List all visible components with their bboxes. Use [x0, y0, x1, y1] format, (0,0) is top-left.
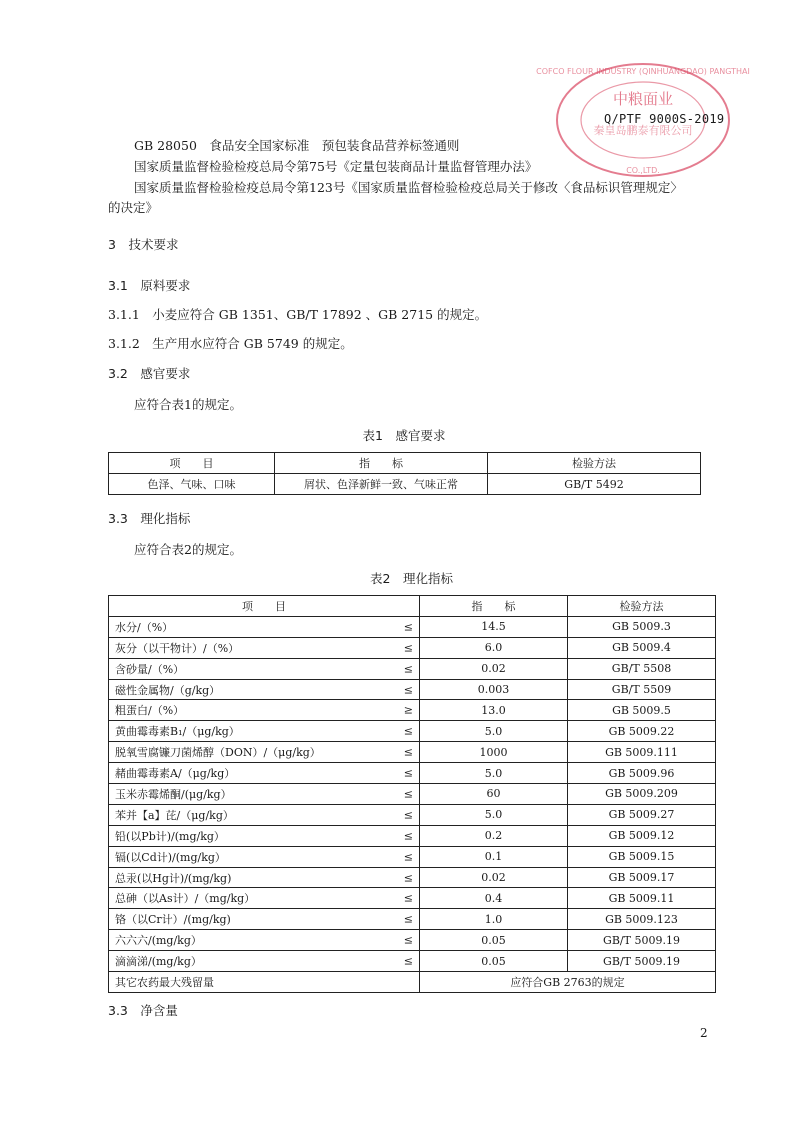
comparison-symbol: ≤ [403, 912, 413, 926]
table-cell-method: GB/T 5508 [568, 658, 716, 679]
table-row [109, 846, 716, 867]
comparison-symbol: ≤ [403, 954, 413, 968]
item-label: 铅(以Pb计)/(mg/kg） [115, 829, 225, 843]
table-cell-method: GB 5009.3 [568, 616, 716, 637]
table-row [109, 474, 701, 495]
table-cell-method: GB 5009.209 [568, 784, 716, 805]
comparison-symbol: ≤ [403, 808, 413, 822]
comparison-symbol: ≤ [403, 829, 413, 843]
table-cell-item [109, 930, 420, 951]
table-cell-method: GB 5009.17 [568, 867, 716, 888]
table-cell-item [109, 721, 420, 742]
physicochemical-table [108, 595, 716, 993]
table-header: 项 目 [109, 596, 420, 617]
ref-line-2: 国家质量监督检验检疫总局令第75号《定量包装商品计量监督管理办法》 [134, 159, 538, 174]
item-label: 脱氧雪腐镰刀菌烯醇（DON）/（μg/kg） [115, 746, 321, 760]
table-cell-value: 0.02 [420, 867, 568, 888]
table-cell-value: 1.0 [420, 909, 568, 930]
item-label: 六六六/(mg/kg） [115, 934, 202, 948]
table-cell-value: 0.1 [420, 846, 568, 867]
table-cell-value: 0.05 [420, 930, 568, 951]
table-cell-method: GB/T 5009.19 [568, 951, 716, 972]
table-header: 检验方法 [488, 453, 701, 474]
table-cell-item [109, 825, 420, 846]
comparison-symbol: ≤ [403, 641, 413, 655]
item-label: 总汞(以Hg计)/(mg/kg) [115, 871, 232, 885]
comparison-symbol: ≤ [403, 766, 413, 780]
item-label: 水分/（%） [115, 620, 174, 634]
table-row [109, 700, 716, 721]
section-3-1-2: 3.1.2 生产用水应符合 GB 5749 的规定。 [108, 336, 353, 351]
item-label: 玉米赤霉烯酮/(μg/kg） [115, 787, 232, 801]
table-cell-value: 0.2 [420, 825, 568, 846]
standard-code: Q/PTF 9000S-2019 [604, 112, 725, 126]
svg-text:CO.,LTD.: CO.,LTD. [626, 166, 660, 175]
table-cell-method: GB 5009.4 [568, 637, 716, 658]
item-label: 铬（以Cr计）/(mg/kg) [115, 913, 231, 927]
ref-line-3: 国家质量监督检验检疫总局令第123号《国家质量监督检验检疫总局关于修改〈食品标识管理规定〉 [134, 180, 683, 195]
svg-text:秦皇岛鹏泰有限公司: 秦皇岛鹏泰有限公司 [593, 124, 693, 137]
item-label: 灰分（以干物计）/（%） [115, 641, 240, 655]
table-cell-value: 14.5 [420, 616, 568, 637]
item-label: 苯并【a】芘/（μg/kg） [115, 808, 234, 822]
comparison-symbol: ≥ [403, 703, 413, 717]
item-label: 粗蛋白/（%） [115, 704, 185, 718]
table-cell-method: GB 5009.5 [568, 700, 716, 721]
table-cell-method: GB 5009.15 [568, 846, 716, 867]
table-header-row [109, 596, 716, 617]
table-header: 项 目 [109, 453, 275, 474]
table-row [109, 742, 716, 763]
item-label: 赭曲霉毒素A/（μg/kg） [115, 767, 236, 781]
table-header-row [109, 453, 701, 474]
table-cell-item [109, 909, 420, 930]
section-3-2-text: 应符合表1的规定。 [134, 397, 242, 412]
table-cell-item [109, 700, 420, 721]
section-3-heading: 3 技术要求 [108, 237, 179, 252]
table-cell-value: 5.0 [420, 763, 568, 784]
comparison-symbol: ≤ [403, 891, 413, 905]
table-cell-value: 6.0 [420, 637, 568, 658]
table-cell-value: 5.0 [420, 804, 568, 825]
table-cell-item [109, 616, 420, 637]
table-cell-item [109, 763, 420, 784]
table-row [109, 825, 716, 846]
item-label: 黄曲霉毒素B₁/（μg/kg） [115, 725, 240, 739]
table-row-last [109, 972, 716, 993]
comparison-symbol: ≤ [403, 871, 413, 885]
table-row [109, 679, 716, 700]
table-header: 指 标 [275, 453, 488, 474]
table-cell-value: 0.4 [420, 888, 568, 909]
table2-caption: 表2 理化指标 [370, 571, 453, 586]
table-cell-method: GB 5009.22 [568, 721, 716, 742]
table-header: 检验方法 [568, 596, 716, 617]
table-cell-item [109, 951, 420, 972]
table-cell-value: 13.0 [420, 700, 568, 721]
table-cell-item [109, 658, 420, 679]
table-row [109, 658, 716, 679]
table-row [109, 867, 716, 888]
table-cell-item [109, 804, 420, 825]
table-cell-value: 5.0 [420, 721, 568, 742]
table-cell-method: GB 5009.111 [568, 742, 716, 763]
table-cell: 应符合GB 2763的规定 [420, 972, 716, 993]
table-row [109, 951, 716, 972]
table-cell-value: 1000 [420, 742, 568, 763]
item-label: 滴滴涕/(mg/kg） [115, 955, 202, 969]
table-cell-item [109, 846, 420, 867]
table-row [109, 909, 716, 930]
table-cell-method: GB/T 5009.19 [568, 930, 716, 951]
table-cell-value: 0.02 [420, 658, 568, 679]
table-cell-value: 0.003 [420, 679, 568, 700]
comparison-symbol: ≤ [403, 724, 413, 738]
table-row [109, 804, 716, 825]
table-cell: GB/T 5492 [488, 474, 701, 495]
table-row [109, 930, 716, 951]
section-3-2-heading: 3.2 感官要求 [108, 366, 191, 381]
table-cell-value: 60 [420, 784, 568, 805]
table-row [109, 637, 716, 658]
page-number: 2 [700, 1026, 708, 1040]
ref-line-4: 的决定》 [108, 200, 159, 215]
table-row [109, 784, 716, 805]
table-cell-item [109, 867, 420, 888]
table-cell-method: GB 5009.123 [568, 909, 716, 930]
item-label: 镉(以Cd计)/(mg/kg） [115, 850, 226, 864]
table1-caption: 表1 感官要求 [362, 428, 446, 443]
section-3-3-text: 应符合表2的规定。 [134, 542, 242, 557]
svg-text:COFCO FLOUR INDUSTRY (QINHUANG: COFCO FLOUR INDUSTRY (QINHUANGDAO) PANGTHAI [536, 67, 750, 76]
comparison-symbol: ≤ [403, 933, 413, 947]
section-3-3-net-content-heading: 3.3 净含量 [108, 1003, 178, 1018]
svg-text:中粮面业: 中粮面业 [612, 90, 674, 108]
table-cell: 其它农药最大残留量 [109, 972, 420, 993]
table-row [109, 616, 716, 637]
comparison-symbol: ≤ [403, 787, 413, 801]
table-cell-method: GB 5009.96 [568, 763, 716, 784]
table-cell-item [109, 888, 420, 909]
table-header: 指 标 [420, 596, 568, 617]
table-row [109, 721, 716, 742]
comparison-symbol: ≤ [403, 683, 413, 696]
comparison-symbol: ≤ [403, 745, 413, 759]
comparison-symbol: ≤ [403, 850, 413, 864]
section-3-3-heading: 3.3 理化指标 [108, 511, 191, 526]
table-row [109, 888, 716, 909]
table-row [109, 763, 716, 784]
table-cell-item [109, 637, 420, 658]
item-label: 总砷（以As计）/（mg/kg） [115, 892, 256, 906]
comparison-symbol: ≤ [403, 620, 413, 634]
table-cell-method: GB/T 5509 [568, 679, 716, 700]
table-cell-method: GB 5009.27 [568, 804, 716, 825]
table-cell-item [109, 679, 420, 700]
table-cell-item [109, 784, 420, 805]
table-cell-method: GB 5009.11 [568, 888, 716, 909]
table-cell: 色泽、气味、口味 [109, 474, 275, 495]
comparison-symbol: ≤ [403, 662, 413, 676]
item-label: 磁性金属物/（g/kg） [115, 683, 221, 697]
ref-line-1: GB 28050 食品安全国家标准 预包装食品营养标签通则 [134, 138, 460, 153]
sensory-table [108, 452, 701, 495]
table-cell: 屑状、色泽新鲜一致、气味正常 [275, 474, 488, 495]
item-label: 含砂量/（%） [115, 662, 185, 676]
table-cell-method: GB 5009.12 [568, 825, 716, 846]
section-3-1-heading: 3.1 原料要求 [108, 278, 191, 293]
table-cell-value: 0.05 [420, 951, 568, 972]
section-3-1-1: 3.1.1 小麦应符合 GB 1351、GB/T 17892 、GB 2715 的规定。 [108, 307, 488, 322]
table-cell-item [109, 742, 420, 763]
